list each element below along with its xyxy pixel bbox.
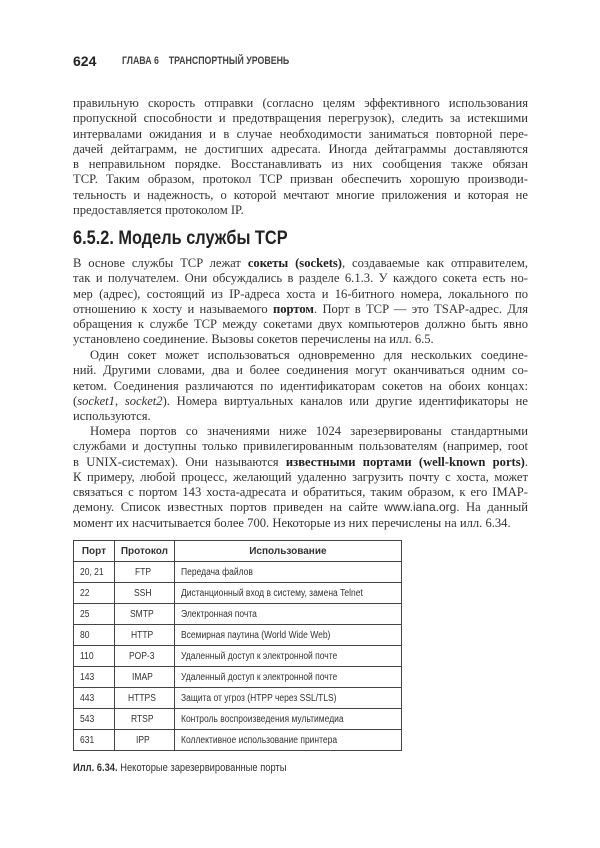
- table-cell: [174, 709, 401, 730]
- table-cell: [74, 709, 115, 730]
- cell-text: HTTPS: [127, 692, 156, 704]
- text-line: [73, 271, 528, 286]
- text-segment: отношению к хосту и называемого: [73, 301, 273, 316]
- cell-text: 631: [80, 734, 95, 746]
- cell-text: FTP: [134, 566, 151, 578]
- paragraph: [73, 424, 528, 531]
- text-segment: . На данный: [456, 500, 529, 515]
- text-segment: в UNIX-системах). Они называются: [73, 454, 286, 469]
- text-line: в неправильном порядке. Восстанавливать из них сообщения также обязан: [73, 157, 528, 172]
- text-line: дачей дейтаграмм, не достигших адресата. Иногда дейтаграммы доставляются: [73, 141, 528, 156]
- column-header: Использование: [174, 541, 401, 562]
- text-segment: К примеру, любой процесс, желающий удаленно загрузить почту с хоста, может: [73, 469, 528, 484]
- cell-text: Удаленный доступ к электронной почте: [180, 650, 338, 662]
- table-cell: [114, 625, 174, 646]
- table-cell: [74, 604, 115, 625]
- table-cell: [174, 730, 401, 751]
- text-segment: обращения к службе TCP между сокетами двух компьютеров должно быть явно: [73, 317, 528, 332]
- text-line: интервалами ожидания и в случае необходимости заниматься повторной пере-: [73, 126, 528, 141]
- text-segment: демону. Список известных портов приведен на сайте: [73, 500, 385, 515]
- table-cell: [114, 562, 174, 583]
- column-header: Порт: [74, 541, 115, 562]
- text-line: пропускной способности и предотвращения перегрузок), следить за истекшими: [73, 111, 528, 126]
- text-line: TCP. Таким образом, протокол TCP призван обеспечить хорошую производи-: [73, 172, 528, 187]
- table-cell: [174, 667, 401, 688]
- text-line: [73, 409, 528, 424]
- text-segment: мер (адрес), состоящий из IP-адреса хоста и 16-битного номера, локального по: [73, 286, 528, 301]
- text-line: [73, 332, 528, 347]
- table-cell: [74, 562, 115, 583]
- bold-term: известными портами (well-known ports): [285, 454, 525, 469]
- cell-text: Контроль воспроизведения мультимедиа: [180, 713, 344, 725]
- text-line: [73, 455, 528, 470]
- column-header: Протокол: [114, 541, 174, 562]
- cell-text: 80: [80, 629, 90, 641]
- cell-text: Передача файлов: [180, 566, 253, 578]
- text-line: [73, 516, 528, 531]
- table-row: [74, 604, 402, 625]
- text-line: правильную скорость отправки (согласно целям эффективного использования: [73, 96, 528, 110]
- text-line: [73, 256, 528, 271]
- text-segment: .: [524, 454, 528, 469]
- caption-text: Некоторые зарезервированные порты: [117, 762, 287, 774]
- table-row: [74, 688, 402, 709]
- section-heading: 6.5.2. Модель службы TCP: [73, 228, 288, 249]
- table-row: [74, 730, 402, 751]
- text-line: тельность и надежность, о которой мечтают многие приложения и которая не: [73, 187, 528, 202]
- table-cell: [114, 730, 174, 751]
- table-cell: [174, 583, 401, 604]
- table-cell: [74, 625, 115, 646]
- text-segment: ). Номера виртуальных каналов или другие идентификаторы не: [162, 393, 528, 408]
- text-segment: , создаваемые как отправителем,: [341, 256, 529, 270]
- cell-text: Защита от угроз (HTPP через SSL/TLS): [180, 692, 337, 704]
- text-segment: Один сокет может использоваться одновременно для нескольких соедине-: [90, 348, 528, 362]
- cell-text: POP-3: [129, 650, 155, 662]
- paragraph: [73, 348, 528, 424]
- table-row: [74, 562, 402, 583]
- italic-term: socket2: [124, 393, 163, 408]
- cell-text: 22: [80, 587, 90, 599]
- text-line: [73, 424, 528, 439]
- text-line: [73, 500, 528, 515]
- text-line: [73, 302, 528, 317]
- table-cell: [174, 604, 401, 625]
- text-segment: момент их насчитывается более 700. Некоторые из них перечислены на илл. 6.34.: [73, 515, 511, 530]
- cell-text: SSH: [134, 587, 152, 599]
- cell-text: 443: [80, 692, 95, 704]
- url-text: www.iana.org: [384, 500, 457, 515]
- cell-text: 543: [80, 713, 95, 725]
- text-segment: установлено соединение. Вызовы сокетов перечислены на илл. 6.5.: [73, 332, 434, 347]
- cell-text: Электронная почта: [180, 608, 257, 620]
- table-cell: [74, 646, 115, 667]
- table-row: [74, 625, 402, 646]
- text-segment: кетом. Соединения различаются по идентификаторам сокетов на обоих концах:: [73, 378, 528, 393]
- cell-text: Удаленный доступ к электронной почте: [180, 671, 338, 683]
- cell-text: SMTP: [130, 608, 155, 620]
- paragraph: [73, 256, 528, 348]
- text-line: предоставляется протоколом IP.: [73, 203, 244, 218]
- cell-text: IPP: [136, 734, 151, 746]
- text-line: [73, 439, 528, 454]
- figure-caption: [73, 762, 286, 774]
- text-segment: ,: [114, 393, 125, 408]
- table-cell: [74, 688, 115, 709]
- caption-label: Илл. 6.34.: [73, 762, 118, 774]
- italic-term: socket1: [77, 393, 115, 408]
- cell-text: 20, 21: [80, 566, 104, 578]
- text-segment: используются.: [73, 409, 151, 424]
- cell-text: IMAP: [132, 671, 153, 683]
- table-cell: [174, 625, 401, 646]
- cell-text: HTTP: [131, 629, 154, 641]
- table-cell: [74, 583, 115, 604]
- paragraph: [73, 96, 528, 218]
- text-line: [73, 287, 528, 302]
- table-cell: [114, 583, 174, 604]
- running-header: [73, 53, 290, 71]
- text-line: [73, 394, 528, 409]
- cell-text: RTSP: [131, 713, 154, 725]
- text-line: [73, 317, 528, 332]
- table-row: [74, 583, 402, 604]
- ports-table: [73, 540, 402, 751]
- table-row: [74, 709, 402, 730]
- page-number: 624: [73, 53, 97, 69]
- text-line: [73, 363, 528, 378]
- text-segment: ний. Другими словами, два и более соединения могут оканчиваться одним со-: [73, 363, 528, 378]
- text-segment: так и получателем. Они обсуждались в разделе 6.1.3. У каждого сокета есть но-: [73, 271, 528, 286]
- text-segment: В основе службы TCP лежат: [73, 256, 248, 270]
- table-row: [74, 646, 402, 667]
- cell-text: Всемирная паутина (World Wide Web): [180, 629, 331, 641]
- text-line: [73, 485, 528, 500]
- text-line: [73, 470, 528, 485]
- table-header-row: [74, 541, 402, 562]
- text-segment: связаться с портом 143 хоста-адресата и обратиться, таким образом, к его IMAP-: [73, 485, 528, 500]
- table-cell: [114, 646, 174, 667]
- cell-text: 110: [80, 650, 94, 662]
- text-segment: Номера портов со значениями ниже 1024 зарезервированы стандартными: [90, 424, 528, 438]
- table-cell: [174, 562, 401, 583]
- text-segment: службами и доступны только привилегированным пользователям (например, root: [73, 439, 528, 454]
- table-cell: [174, 646, 401, 667]
- table-row: [74, 667, 402, 688]
- cell-text: 25: [80, 608, 90, 620]
- text-line: [73, 348, 528, 363]
- table-cell: [174, 688, 401, 709]
- chapter-title: ГЛАВА 6 ТРАНСПОРТНЫЙ УРОВЕНЬ: [122, 55, 290, 67]
- bold-term: портом: [272, 301, 314, 316]
- table-cell: [114, 604, 174, 625]
- cell-text: Дистанционный вход в систему, замена Telnet: [180, 587, 363, 599]
- table-cell: [74, 730, 115, 751]
- table-cell: [114, 709, 174, 730]
- table-cell: [114, 688, 174, 709]
- text-segment: . Порт в TCP — это TSAP-адрес. Для: [314, 301, 528, 316]
- text-segment: (: [73, 393, 78, 408]
- bold-term: сокеты (sockets): [247, 256, 342, 270]
- table-cell: [114, 667, 174, 688]
- cell-text: Коллективное использование принтера: [180, 734, 338, 746]
- cell-text: 143: [80, 671, 95, 683]
- text-line: [73, 379, 528, 394]
- table-cell: [74, 667, 115, 688]
